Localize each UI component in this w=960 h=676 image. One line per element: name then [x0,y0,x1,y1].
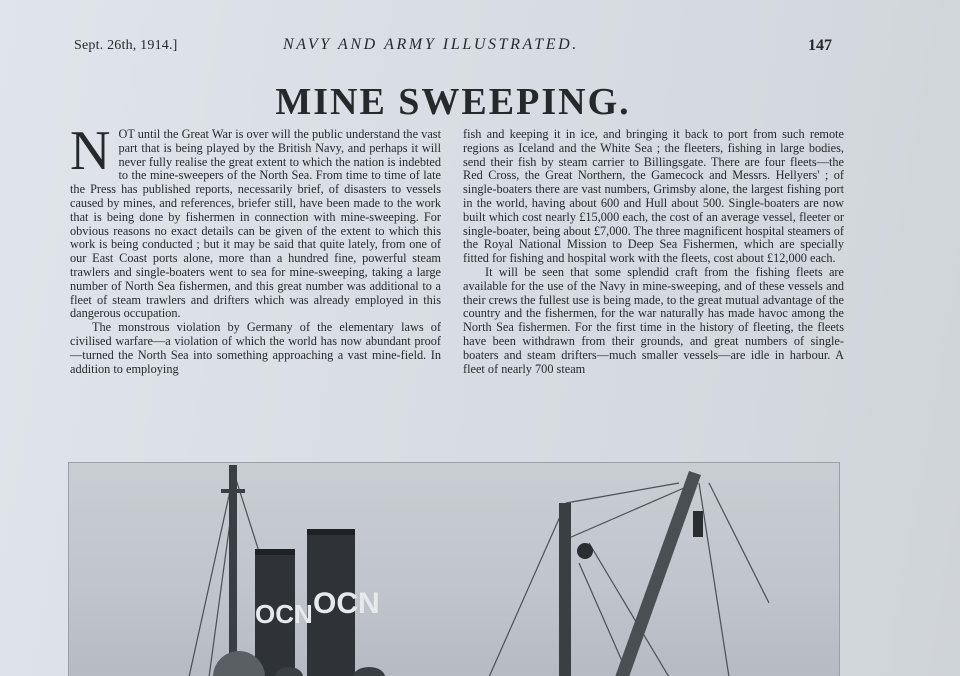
funnel-lettering: OCN [255,599,313,629]
paragraph: OT until the Great War is over will the public understand the vast part that is being played by the British Navy, and perhaps it will never fully realise the great extent to which the nation is indebted to the mine-sweepers of the North Sea. From time to time of late the Press has published reports, necessarily brief, of disasters to vessels caused by mines, and references, briefer still, have been made to the work that is being done by fishermen in connection with mine-sweeping. For obvious reasons no exact details can be given of the extent to which this work is being conducted ; but it may be said that quite lately, from one of our East Coast ports alone, more than a hundred fine, powerful steam trawlers and single-boaters went to sea for mine-sweeping, taking a large number of North Sea fishermen, and this great number was additional to a fleet of steam trawlers and drifters which was already employed in this dangerous occupation. [70,127,441,321]
mast [229,465,237,676]
photo-illustration [69,463,839,676]
paragraph: It will be seen that some splendid craft from the fishing fleets are available for the use of the Navy in mine-sweeping, and of these vessels and their crews the fullest use is being made, to the great mutual advantage of the country and the fishermen, for the war naturally has made havoc among the North Sea fishermen. For the first time in the history of fleeting, the fleets have been withdrawn from their grounds, and great numbers of single-boaters and steam drifters—much smaller vessels—are idle in harbour. A fleet of nearly 700 steam [463,264,844,376]
issue-date: Sept. 26th, 1914.] [74,38,178,53]
mast [559,503,571,676]
paragraph: The monstrous violation by Germany of the elementary laws of civilised warfare—a violation of which the world has now abundant proof—turned the North Sea into something approaching a vast mine-field. In addition to employing [70,320,441,376]
trawler-photograph [68,462,840,676]
paragraph: fish and keeping it in ice, and bringing it back to port from such remote regions as Iceland and the White Sea ; the fleeters, fishing in large bodies, send their fish by steam carrier to Billingsgate. There are four fleets—the Red Cross, the Great Northern, the Gamecock and Messrs. Hellyers' ; of single-boaters there are vast numbers, Grimsby alone, the largest fishing port in the world, having about 600 and Hull about 500. Single-boaters are now built which cost nearly £15,000 each, the cost of an average vessel, fleeter or single-boater, being about £7,000. The three magnificent hospital steamers of the Royal National Mission to Deep Sea Fishermen, which are specially fitted for fishing and hospital work with the fleets, cost about £12,000 each. [463,127,844,266]
publication-title: NAVY AND ARMY ILLUSTRATED. [283,36,579,53]
lamp [693,511,703,537]
drop-cap: N [70,120,111,182]
funnel-lettering: OCN [313,587,380,620]
right-column [463,128,844,376]
left-column [70,120,441,376]
article-title: MINE SWEEPING. [275,81,631,123]
page-number: 147 [808,37,832,54]
derrick-boom [615,471,701,676]
